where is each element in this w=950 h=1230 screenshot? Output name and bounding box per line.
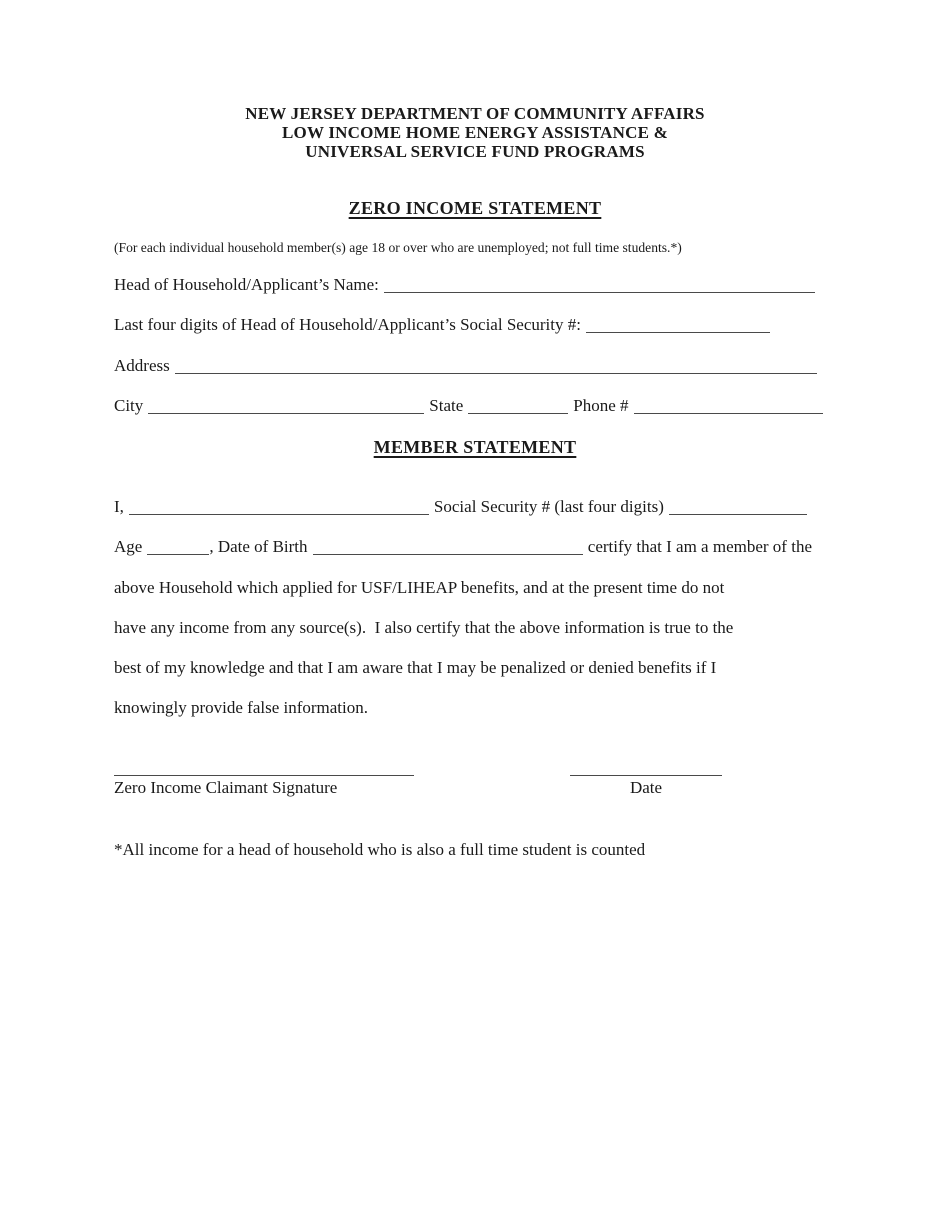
date-blank[interactable] bbox=[570, 760, 722, 776]
city-blank[interactable] bbox=[148, 413, 424, 414]
member-i-label: I, bbox=[114, 497, 124, 516]
member-name-ssn-row bbox=[114, 497, 812, 517]
head-of-household-ssn-blank[interactable] bbox=[586, 332, 770, 333]
agency-header-line1: NEW JERSEY DEPARTMENT OF COMMUNITY AFFAIRS bbox=[245, 104, 705, 123]
address-row bbox=[114, 356, 822, 376]
phone-label: Phone # bbox=[573, 396, 629, 415]
head-of-household-name-row bbox=[114, 275, 820, 295]
date-field bbox=[570, 760, 722, 798]
statement-body-line5: knowingly provide false information. bbox=[114, 698, 369, 717]
statement-body-line2: above Household which applied for USF/LIHEAP benefits, and at the present time do not bbox=[114, 578, 725, 597]
city-label: City bbox=[114, 396, 144, 415]
city-state-phone-row bbox=[114, 396, 828, 416]
claimant-signature-field bbox=[114, 760, 414, 798]
head-of-household-name-blank[interactable] bbox=[384, 292, 815, 293]
claimant-signature-blank[interactable] bbox=[114, 760, 414, 776]
age-blank[interactable] bbox=[147, 554, 209, 555]
form-title: ZERO INCOME STATEMENT bbox=[348, 198, 602, 218]
address-label: Address bbox=[114, 356, 170, 375]
member-age-dob-row bbox=[114, 537, 812, 557]
date-of-birth-label: , Date of Birth bbox=[209, 537, 308, 556]
head-of-household-name-label: Head of Household/Applicant’s Name: bbox=[114, 275, 379, 294]
footnote-text: *All income for a head of household who is also a full time student is counted bbox=[114, 840, 646, 859]
claimant-signature-label: Zero Income Claimant Signature bbox=[114, 778, 338, 797]
date-of-birth-blank[interactable] bbox=[313, 554, 583, 555]
agency-header bbox=[0, 104, 950, 161]
member-statement-title: MEMBER STATEMENT bbox=[373, 437, 577, 457]
member-ssn-blank[interactable] bbox=[669, 514, 807, 515]
member-name-blank[interactable] bbox=[129, 514, 429, 515]
head-of-household-ssn-label: Last four digits of Head of Household/Applicant’s Social Security #: bbox=[114, 315, 581, 334]
statement-body-line3: have any income from any source(s). I also certify that the above information is true to the bbox=[114, 618, 734, 637]
agency-header-line3: UNIVERSAL SERVICE FUND PROGRAMS bbox=[305, 142, 645, 161]
eligibility-note: (For each individual household member(s) age 18 or over who are unemployed; not full time students.*) bbox=[114, 240, 682, 255]
state-blank[interactable] bbox=[468, 413, 568, 414]
agency-header-line2: LOW INCOME HOME ENERGY ASSISTANCE & bbox=[282, 123, 668, 142]
phone-blank[interactable] bbox=[634, 413, 823, 414]
state-label: State bbox=[429, 396, 464, 415]
statement-body-line4: best of my knowledge and that I am aware that I may be penalized or denied benefits if I bbox=[114, 658, 717, 677]
head-of-household-ssn-row bbox=[114, 315, 775, 335]
age-label: Age bbox=[114, 537, 143, 556]
date-label: Date bbox=[629, 778, 663, 797]
address-blank[interactable] bbox=[175, 373, 817, 374]
certify-suffix-text: certify that I am a member of the bbox=[587, 537, 812, 556]
member-ssn-label: Social Security # (last four digits) bbox=[433, 497, 664, 516]
